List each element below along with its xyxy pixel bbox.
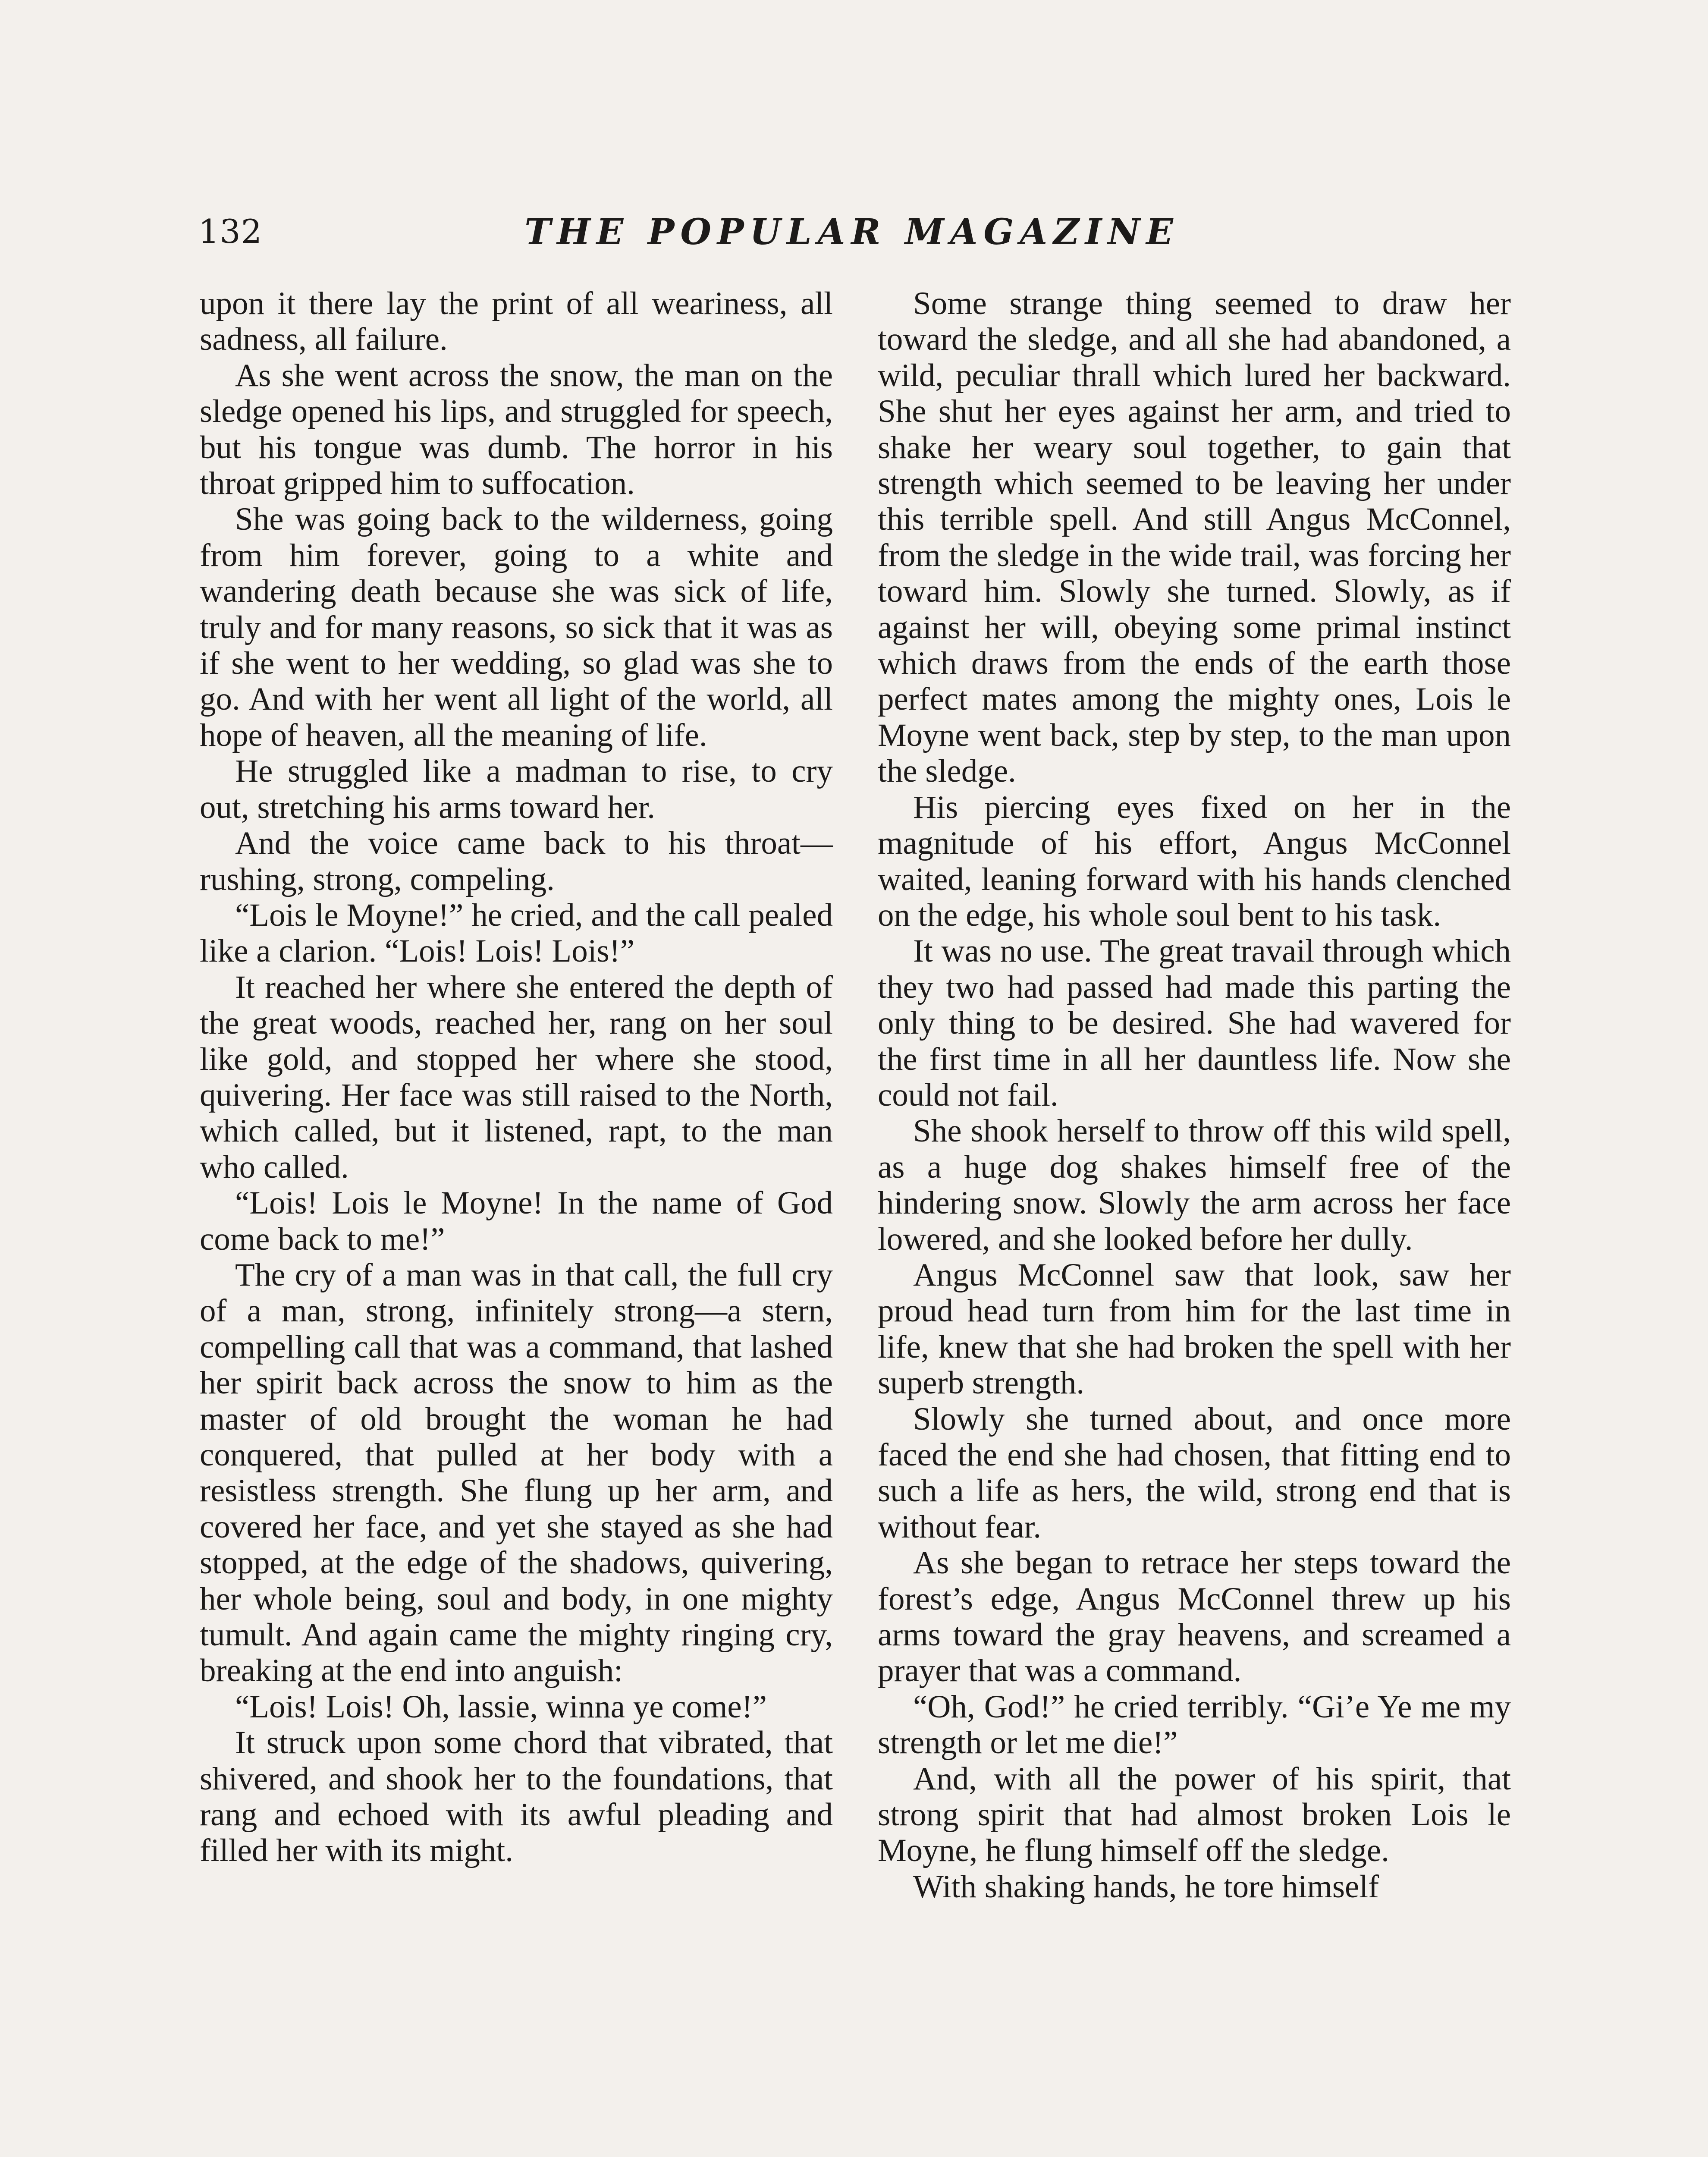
paragraph: It reached her where she entered the depth of the great woods, reached her, rang on her soul like gold, and stopped her where she stood, quivering. Her face was still raised to the North, which called, but it listened, rapt, to the man who called. xyxy=(200,969,833,1185)
paragraph: “Lois! Lois le Moyne! In the name of God come back to me!” xyxy=(200,1185,833,1257)
left-column xyxy=(200,286,833,1869)
paragraph: “Oh, God!” he cried terribly. “Gi’e Ye me my strength or let me die!” xyxy=(878,1688,1511,1761)
running-title: THE POPULAR MAGAZINE xyxy=(524,211,1179,253)
paragraph: Some strange thing seemed to draw her toward the sledge, and all she had abandoned, a wild, peculiar thrall which lured her backward. She shut her eyes against her arm, and tried to shake her weary soul together, to gain that strength which seemed to be leaving her under this terrible spell. And still Angus McConnel, from the sledge in the wide trail, was forcing her toward him. Slowly she turned. Slowly, as if against her will, obeying some primal instinct which draws from the ends of the earth those perfect mates among the mighty ones, Lois le Moyne went back, step by step, to the man upon the sledge. xyxy=(878,286,1511,789)
paragraph: Slowly she turned about, and once more faced the end she had chosen, that fitting end to such a life as hers, the wild, strong end that is without fear. xyxy=(878,1401,1511,1545)
paragraph: The cry of a man was in that call, the full cry of a man, strong, infinitely strong—a stern, compelling call that was a command, that lashed her spirit back across the snow to him as the master of old brought the woman he had conquered, that pulled at her body with a resistless strength. She flung up her arm, and covered her face, and yet she stayed as she had stopped, at the edge of the shadows, quivering, her whole being, soul and body, in one mighty tumult. And again came the mighty ringing cry, breaking at the end into anguish: xyxy=(200,1257,833,1689)
paragraph: Angus McConnel saw that look, saw her proud head turn from him for the last time in life, knew that she had broken the spell with her superb strength. xyxy=(878,1257,1511,1401)
paragraph: It was no use. The great travail through which they two had passed had made this parting the only thing to be desired. She had wavered for the first time in all her dauntless life. Now she could not fail. xyxy=(878,933,1511,1113)
paragraph: And the voice came back to his throat—rushing, strong, compeling. xyxy=(200,825,833,897)
paragraph: “Lois le Moyne!” he cried, and the call pealed like a clarion. “Lois! Lois! Lois!” xyxy=(200,897,833,969)
paragraph: As she went across the snow, the man on the sledge opened his lips, and struggled for speech, but his tongue was dumb. The horror in his throat gripped him to suffocation. xyxy=(200,357,833,502)
paragraph: It struck upon some chord that vibrated, that shivered, and shook her to the foundations, that rang and echoed with its awful pleading and filled her with its might. xyxy=(200,1725,833,1869)
right-column xyxy=(878,286,1511,1905)
paragraph: He struggled like a madman to rise, to cry out, stretching his arms toward her. xyxy=(200,753,833,825)
paragraph: She shook herself to throw off this wild spell, as a huge dog shakes himself free of the hindering snow. Slowly the arm across her face lowered, and she looked before her dully. xyxy=(878,1113,1511,1257)
paragraph: “Lois! Lois! Oh, lassie, winna ye come!” xyxy=(235,1688,767,1725)
paragraph: She was going back to the wilderness, going from him forever, going to a white and wandering death because she was sick of life, truly and for many reasons, so sick that it was as if she went to her wedding, so glad was she to go. And with her went all light of the world, all hope of heaven, all the meaning of life. xyxy=(200,501,833,753)
page-number: 132 xyxy=(198,212,263,251)
paragraph: And, with all the power of his spirit, that strong spirit that had almost broken Lois le Moyne, he flung himself off the sledge. xyxy=(878,1761,1511,1869)
page-header xyxy=(198,203,1505,259)
paragraph: With shaking hands, he tore himself xyxy=(913,1868,1379,1905)
paragraph: upon it there lay the print of all weariness, all sadness, all failure. xyxy=(200,286,833,358)
paragraph: His piercing eyes fixed on her in the magnitude of his effort, Angus McConnel waited, leaning forward with his hands clenched on the edge, his whole soul bent to his task. xyxy=(878,789,1511,933)
paragraph: As she began to retrace her steps toward the forest’s edge, Angus McConnel threw up his arms toward the gray heavens, and screamed a prayer that was a command. xyxy=(878,1545,1511,1689)
